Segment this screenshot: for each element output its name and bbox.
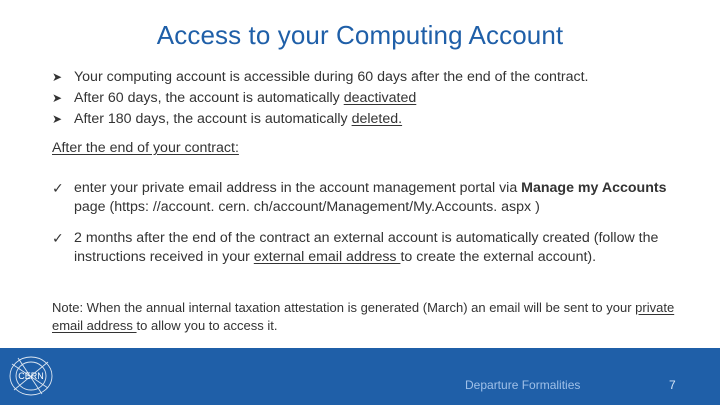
arrow-bullet-icon: ➤ bbox=[52, 70, 63, 84]
list-item bbox=[52, 229, 672, 267]
bullet-text: After 180 days, the account is automatically bbox=[74, 111, 352, 127]
check-text-after: to create the external account). bbox=[400, 249, 597, 265]
deactivated-link[interactable]: deactivated bbox=[343, 90, 417, 106]
page-number: 7 bbox=[669, 378, 676, 392]
external-email-address-link[interactable]: external email address bbox=[253, 249, 401, 265]
note-text-before: Note: When the annual internal taxation attestation is generated (March) an email will be sent to your bbox=[52, 300, 636, 315]
checkmark-icon: ✓ bbox=[52, 230, 64, 246]
manage-my-accounts-text: Manage my Accounts bbox=[521, 180, 667, 196]
cern-logo-icon bbox=[8, 354, 54, 398]
bullet-text: Your computing account is accessible during 60 days after the end of the contract. bbox=[74, 69, 589, 85]
arrow-bullet-icon: ➤ bbox=[52, 91, 63, 105]
list-item bbox=[52, 88, 692, 109]
footer-bar bbox=[0, 348, 720, 405]
cern-logo-text: CERN bbox=[18, 371, 44, 381]
list-item bbox=[52, 67, 692, 88]
check-text: enter your private email address in the account management portal via bbox=[74, 180, 522, 196]
check-text-after: page (https: //account. cern. ch/account/Management/My.Accounts. aspx ) bbox=[74, 199, 540, 215]
bullet-text: After 60 days, the account is automatically bbox=[74, 90, 344, 106]
note-text bbox=[52, 299, 682, 335]
arrow-bullet-icon: ➤ bbox=[52, 112, 63, 126]
deleted-link[interactable]: deleted. bbox=[351, 111, 403, 127]
list-item bbox=[52, 109, 692, 130]
checkmark-icon: ✓ bbox=[52, 180, 64, 196]
check-text: 2 months after the end of the contract an external account is automatically created (follow the instructions received in your bbox=[74, 230, 659, 265]
page-title: Access to your Computing Account bbox=[156, 20, 564, 50]
note-text-after: to allow you to access it. bbox=[136, 318, 278, 333]
footer-label: Departure Formalities bbox=[465, 378, 581, 392]
private-email-address-link[interactable]: private email address bbox=[52, 300, 675, 333]
list-item bbox=[52, 179, 672, 217]
bullet-list bbox=[52, 67, 692, 130]
section-heading: After the end of your contract: bbox=[52, 140, 239, 156]
